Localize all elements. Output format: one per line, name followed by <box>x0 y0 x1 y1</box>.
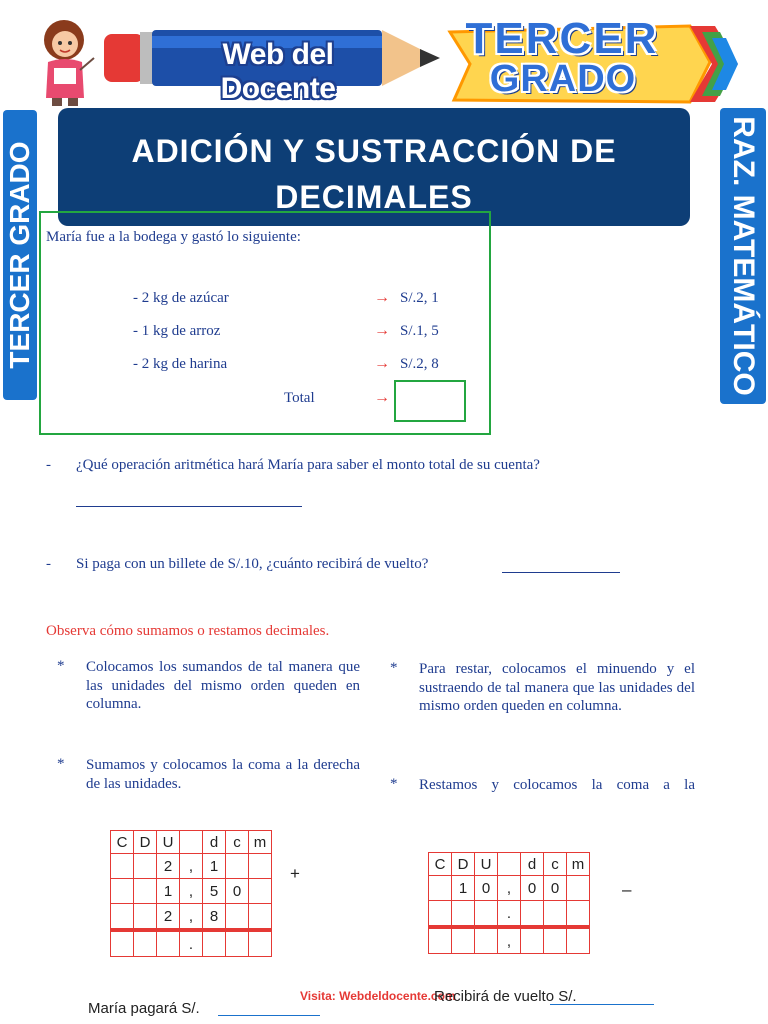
answer-line[interactable] <box>550 1004 654 1005</box>
digit-cell: 1 <box>452 876 475 901</box>
page-title-line1: ADICIÓN Y SUSTRACCIÓN DE <box>131 133 617 169</box>
arrow-icon: → <box>374 322 390 339</box>
result-cell[interactable] <box>567 927 590 954</box>
page-title-line2: DECIMALES <box>275 179 473 215</box>
side-label-left-text: TERCER GRADO <box>4 141 35 369</box>
digit-cell <box>567 876 590 901</box>
digit-cell <box>134 854 157 879</box>
digit-cell <box>249 854 272 879</box>
page-title <box>58 128 690 220</box>
teacher-illustration <box>34 18 96 108</box>
title-banner <box>58 108 690 226</box>
observe-heading: Observa cómo sumamos o restamos decimales. <box>46 623 330 639</box>
side-label-right-text: RAZ. MATEMÁTICO <box>727 116 760 396</box>
side-label-left <box>3 110 37 400</box>
side-label-right <box>720 108 766 404</box>
digit-cell <box>521 901 544 928</box>
digit-cell <box>249 879 272 904</box>
site-logo-text: Web del Docente <box>220 38 336 105</box>
item-label: - 2 kg de azúcar <box>133 290 229 306</box>
result-cell[interactable] <box>249 930 272 957</box>
result-cell[interactable] <box>226 930 249 957</box>
step-text: Sumamos y colocamos la coma a la derecha de las unidades. <box>86 757 360 792</box>
step-text: Para restar, colocamos el minuendo y el sustraendo de tal manera que las unidades del mismo orden queden en columna. <box>419 661 695 714</box>
digit-cell: , <box>180 904 203 931</box>
total-answer-box[interactable] <box>394 380 466 422</box>
step-text: Restamos y colocamos la coma a la <box>419 777 695 793</box>
digit-cell <box>226 854 249 879</box>
digit-cell <box>226 904 249 931</box>
place-header: c <box>226 831 249 854</box>
place-header: U <box>475 853 498 876</box>
digit-cell: 8 <box>203 904 226 931</box>
footer-visit-link[interactable]: Visita: Webdeldocente.com <box>300 989 456 1003</box>
result-cell[interactable]: , <box>498 927 521 954</box>
arrow-icon: → <box>374 389 390 406</box>
footer-change-label: Recibirá de vuelto S/. <box>434 988 577 1005</box>
item-label: - 2 kg de harina <box>133 356 228 372</box>
place-header <box>498 853 521 876</box>
plus-sign: + <box>290 864 300 883</box>
step-text: Colocamos los sumandos de tal manera que las unidades del mismo orden queden en columna. <box>86 659 360 712</box>
result-cell[interactable] <box>452 927 475 954</box>
digit-cell <box>567 901 590 928</box>
digit-cell <box>475 901 498 928</box>
place-header: C <box>111 831 134 854</box>
place-header: c <box>544 853 567 876</box>
arrow-icon: → <box>374 289 390 306</box>
question-bullet: - <box>46 457 51 473</box>
digit-cell: , <box>180 879 203 904</box>
digit-cell <box>544 901 567 928</box>
item-price: S/.2, 8 <box>400 356 439 372</box>
arrow-icon: → <box>374 355 390 372</box>
total-label: Total <box>284 390 315 406</box>
digit-cell: , <box>180 854 203 879</box>
digit-cell <box>429 901 452 928</box>
result-cell[interactable] <box>134 930 157 957</box>
result-cell[interactable] <box>544 927 567 954</box>
place-header: d <box>203 831 226 854</box>
digit-cell: 0 <box>521 876 544 901</box>
answer-line[interactable] <box>218 1015 320 1016</box>
digit-cell: 0 <box>475 876 498 901</box>
digit-cell: 2 <box>157 904 180 931</box>
place-header: d <box>521 853 544 876</box>
question-text: Si paga con un billete de S/.10, ¿cuánto recibirá de vuelto? <box>76 556 429 572</box>
item-price: S/.2, 1 <box>400 290 439 306</box>
result-cell[interactable] <box>475 927 498 954</box>
result-cell[interactable] <box>157 930 180 957</box>
question-bullet: - <box>46 556 51 572</box>
digit-cell <box>429 876 452 901</box>
digit-cell <box>134 879 157 904</box>
item-price: S/.1, 5 <box>400 323 439 339</box>
digit-cell <box>134 904 157 931</box>
digit-cell: 1 <box>157 879 180 904</box>
answer-line[interactable] <box>502 572 620 573</box>
place-header: m <box>567 853 590 876</box>
digit-cell: 1 <box>203 854 226 879</box>
star-bullet: * <box>390 660 398 676</box>
place-header: m <box>249 831 272 854</box>
addition-table <box>110 830 272 957</box>
result-cell[interactable] <box>203 930 226 957</box>
digit-cell: 5 <box>203 879 226 904</box>
place-header: D <box>452 853 475 876</box>
digit-cell: 0 <box>226 879 249 904</box>
grade-banner-line1: TERCER <box>465 14 659 63</box>
place-header <box>180 831 203 854</box>
problem-intro: María fue a la bodega y gastó lo siguiente: <box>46 229 301 245</box>
star-bullet: * <box>57 658 65 674</box>
digit-cell <box>111 854 134 879</box>
result-cell[interactable]: . <box>180 930 203 957</box>
place-header: U <box>157 831 180 854</box>
grade-banner-line2: GRADO <box>489 58 637 100</box>
place-header: D <box>134 831 157 854</box>
star-bullet: * <box>57 756 65 772</box>
digit-cell <box>452 901 475 928</box>
digit-cell: , <box>498 876 521 901</box>
question-text: ¿Qué operación aritmética hará María para saber el monto total de su cuenta? <box>76 457 540 473</box>
digit-cell <box>111 879 134 904</box>
digit-cell <box>111 904 134 931</box>
answer-line[interactable] <box>76 506 302 507</box>
result-cell[interactable] <box>429 927 452 954</box>
item-label: - 1 kg de arroz <box>133 323 221 339</box>
place-header: C <box>429 853 452 876</box>
footer-pay-label: María pagará S/. <box>88 1000 200 1017</box>
digit-cell <box>249 904 272 931</box>
digit-cell: . <box>498 901 521 928</box>
star-bullet: * <box>390 776 398 792</box>
subtraction-table <box>428 852 590 954</box>
result-cell[interactable] <box>111 930 134 957</box>
minus-sign: – <box>622 880 632 899</box>
result-cell[interactable] <box>521 927 544 954</box>
digit-cell: 0 <box>544 876 567 901</box>
digit-cell: 2 <box>157 854 180 879</box>
